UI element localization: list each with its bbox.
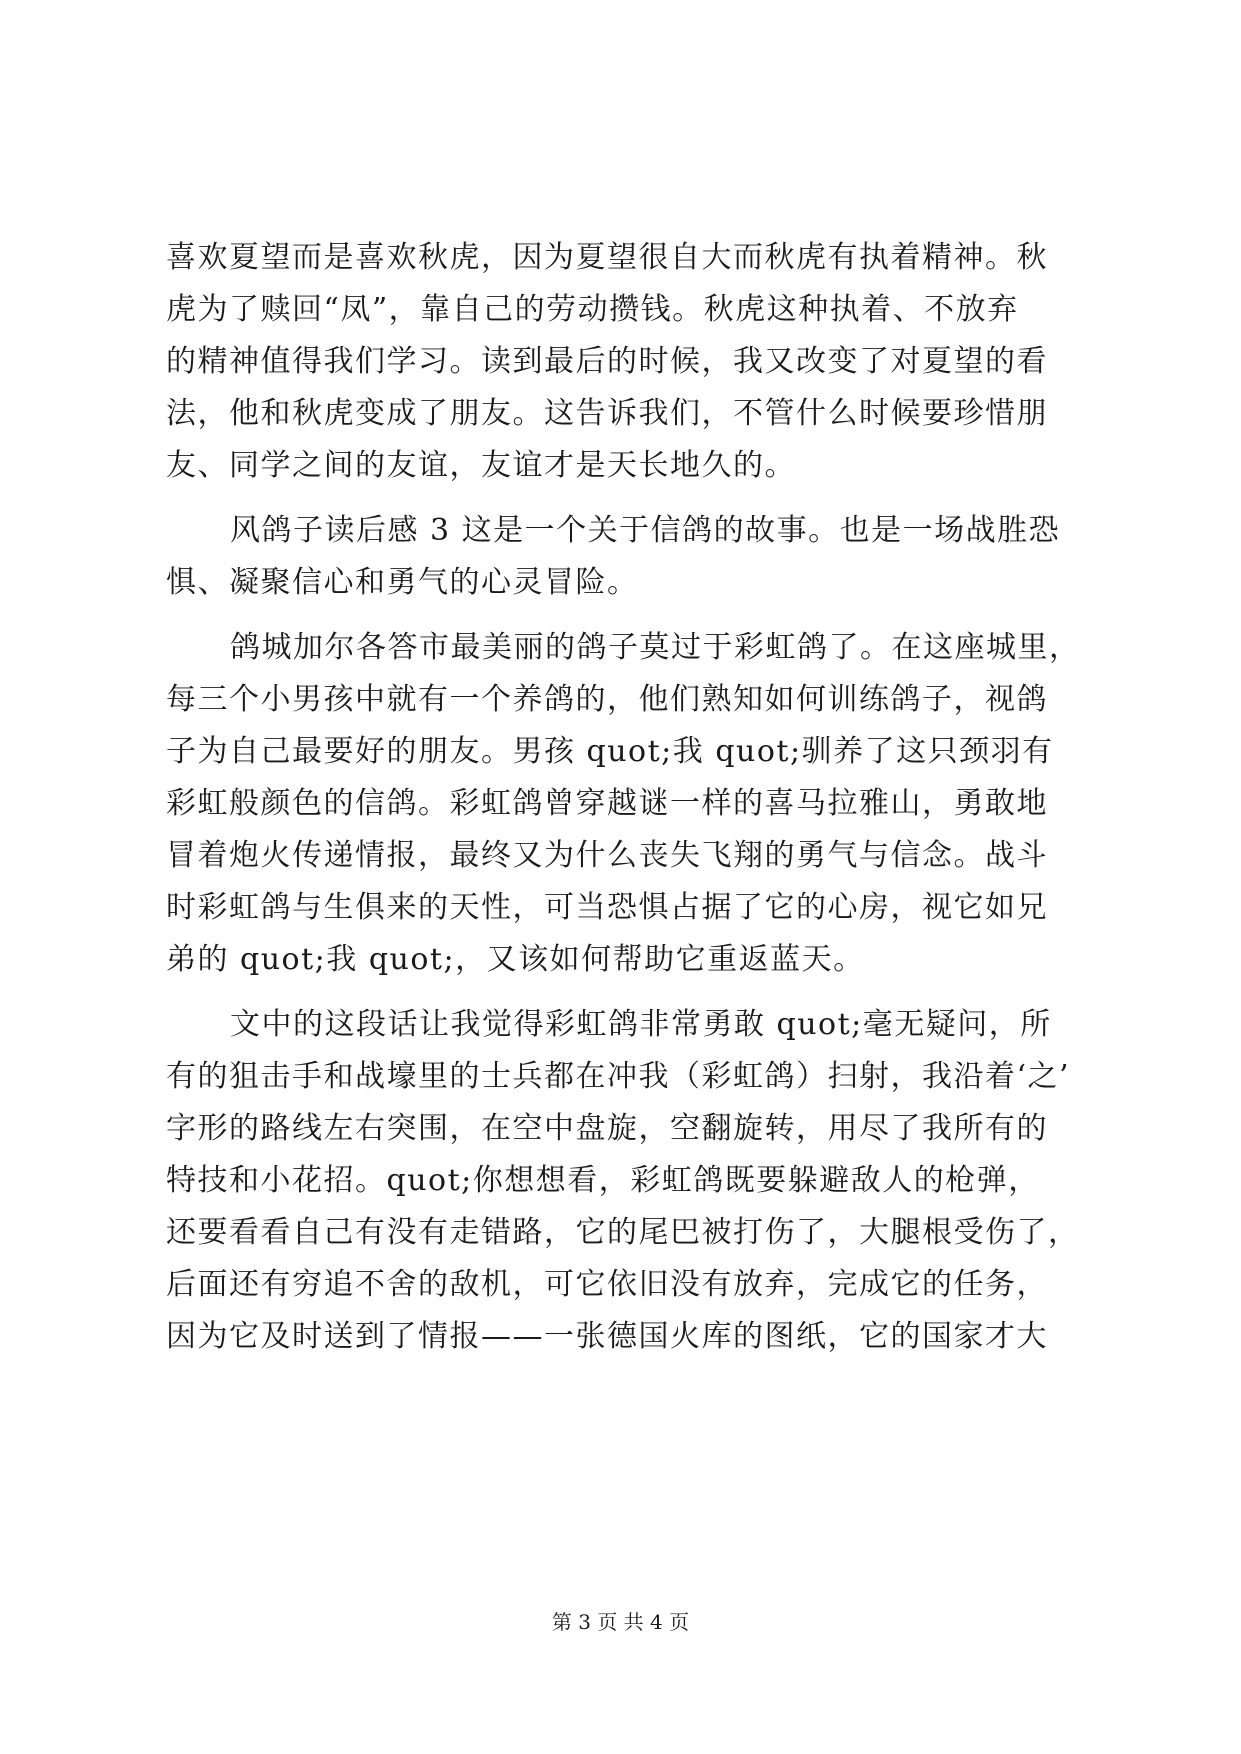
- document-body: [166, 232, 1081, 1363]
- text-line: 文中的这段话让我觉得彩虹鸽非常勇敢 quot;毫无疑问，所: [230, 1007, 1052, 1042]
- text-line: 法，他和秋虎变成了朋友。这告诉我们，不管什么时候要珍惜朋: [166, 396, 1048, 431]
- text-line: 还要看看自己有没有走错路，它的尾巴被打伤了，大腿根受伤了，: [166, 1215, 1080, 1250]
- text-line: 的精神值得我们学习。读到最后的时候，我又改变了对夏望的看: [166, 344, 1048, 379]
- text-line: 虎为了赎回“凤”，靠自己的劳动攒钱。秋虎这种执着、不放弃: [166, 292, 1019, 327]
- text-line: 风鸽子读后感 3 这是一个关于信鸽的故事。也是一场战胜恐: [230, 513, 1061, 548]
- text-line: 鸽城加尔各答市最美丽的鸽子莫过于彩虹鸽了。在这座城里，: [230, 630, 1081, 665]
- text-line: 彩虹般颜色的信鸽。彩虹鸽曾穿越谜一样的喜马拉雅山，勇敢地: [166, 786, 1048, 821]
- text-line: 字形的路线左右突围，在空中盘旋，空翻旋转，用尽了我所有的: [166, 1111, 1048, 1146]
- text-line: 冒着炮火传递情报，最终又为什么丧失飞翔的勇气与信念。战斗: [166, 838, 1048, 873]
- paragraph-3: [166, 622, 1081, 986]
- text-line: 因为它及时送到了情报——一张德国火库的图纸，它的国家才大: [166, 1319, 1048, 1354]
- text-line: 惧、凝聚信心和勇气的心灵冒险。: [166, 565, 639, 600]
- text-line: 弟的 quot;我 quot;，又该如何帮助它重返蓝天。: [166, 942, 865, 977]
- text-line: 时彩虹鸽与生俱来的天性，可当恐惧占据了它的心房，视它如兄: [166, 890, 1048, 925]
- paragraph-2: [166, 505, 1076, 609]
- text-line: 每三个小男孩中就有一个养鸽的，他们熟知如何训练鸽子，视鸽: [166, 682, 1048, 717]
- text-line: 有的狙击手和战壕里的士兵都在冲我（彩虹鸽）扫射，我沿着‘之’: [166, 1059, 1071, 1094]
- paragraph-1: [166, 232, 1076, 492]
- text-line: 友、同学之间的友谊，友谊才是天长地久的。: [166, 448, 796, 483]
- text-line: 后面还有穷追不舍的敌机，可它依旧没有放弃，完成它的任务，: [166, 1267, 1048, 1302]
- text-line: 特技和小花招。quot;你想想看，彩虹鸽既要躲避敌人的枪弹，: [166, 1163, 1040, 1198]
- page-number-footer: 第 3 页 共 4 页: [551, 1610, 690, 1634]
- text-line: 喜欢夏望而是喜欢秋虎，因为夏望很自大而秋虎有执着精神。秋: [166, 240, 1048, 275]
- text-line: 子为自己最要好的朋友。男孩 quot;我 quot;驯养了这只颈羽有: [166, 734, 1054, 769]
- paragraph-4: [166, 999, 1080, 1363]
